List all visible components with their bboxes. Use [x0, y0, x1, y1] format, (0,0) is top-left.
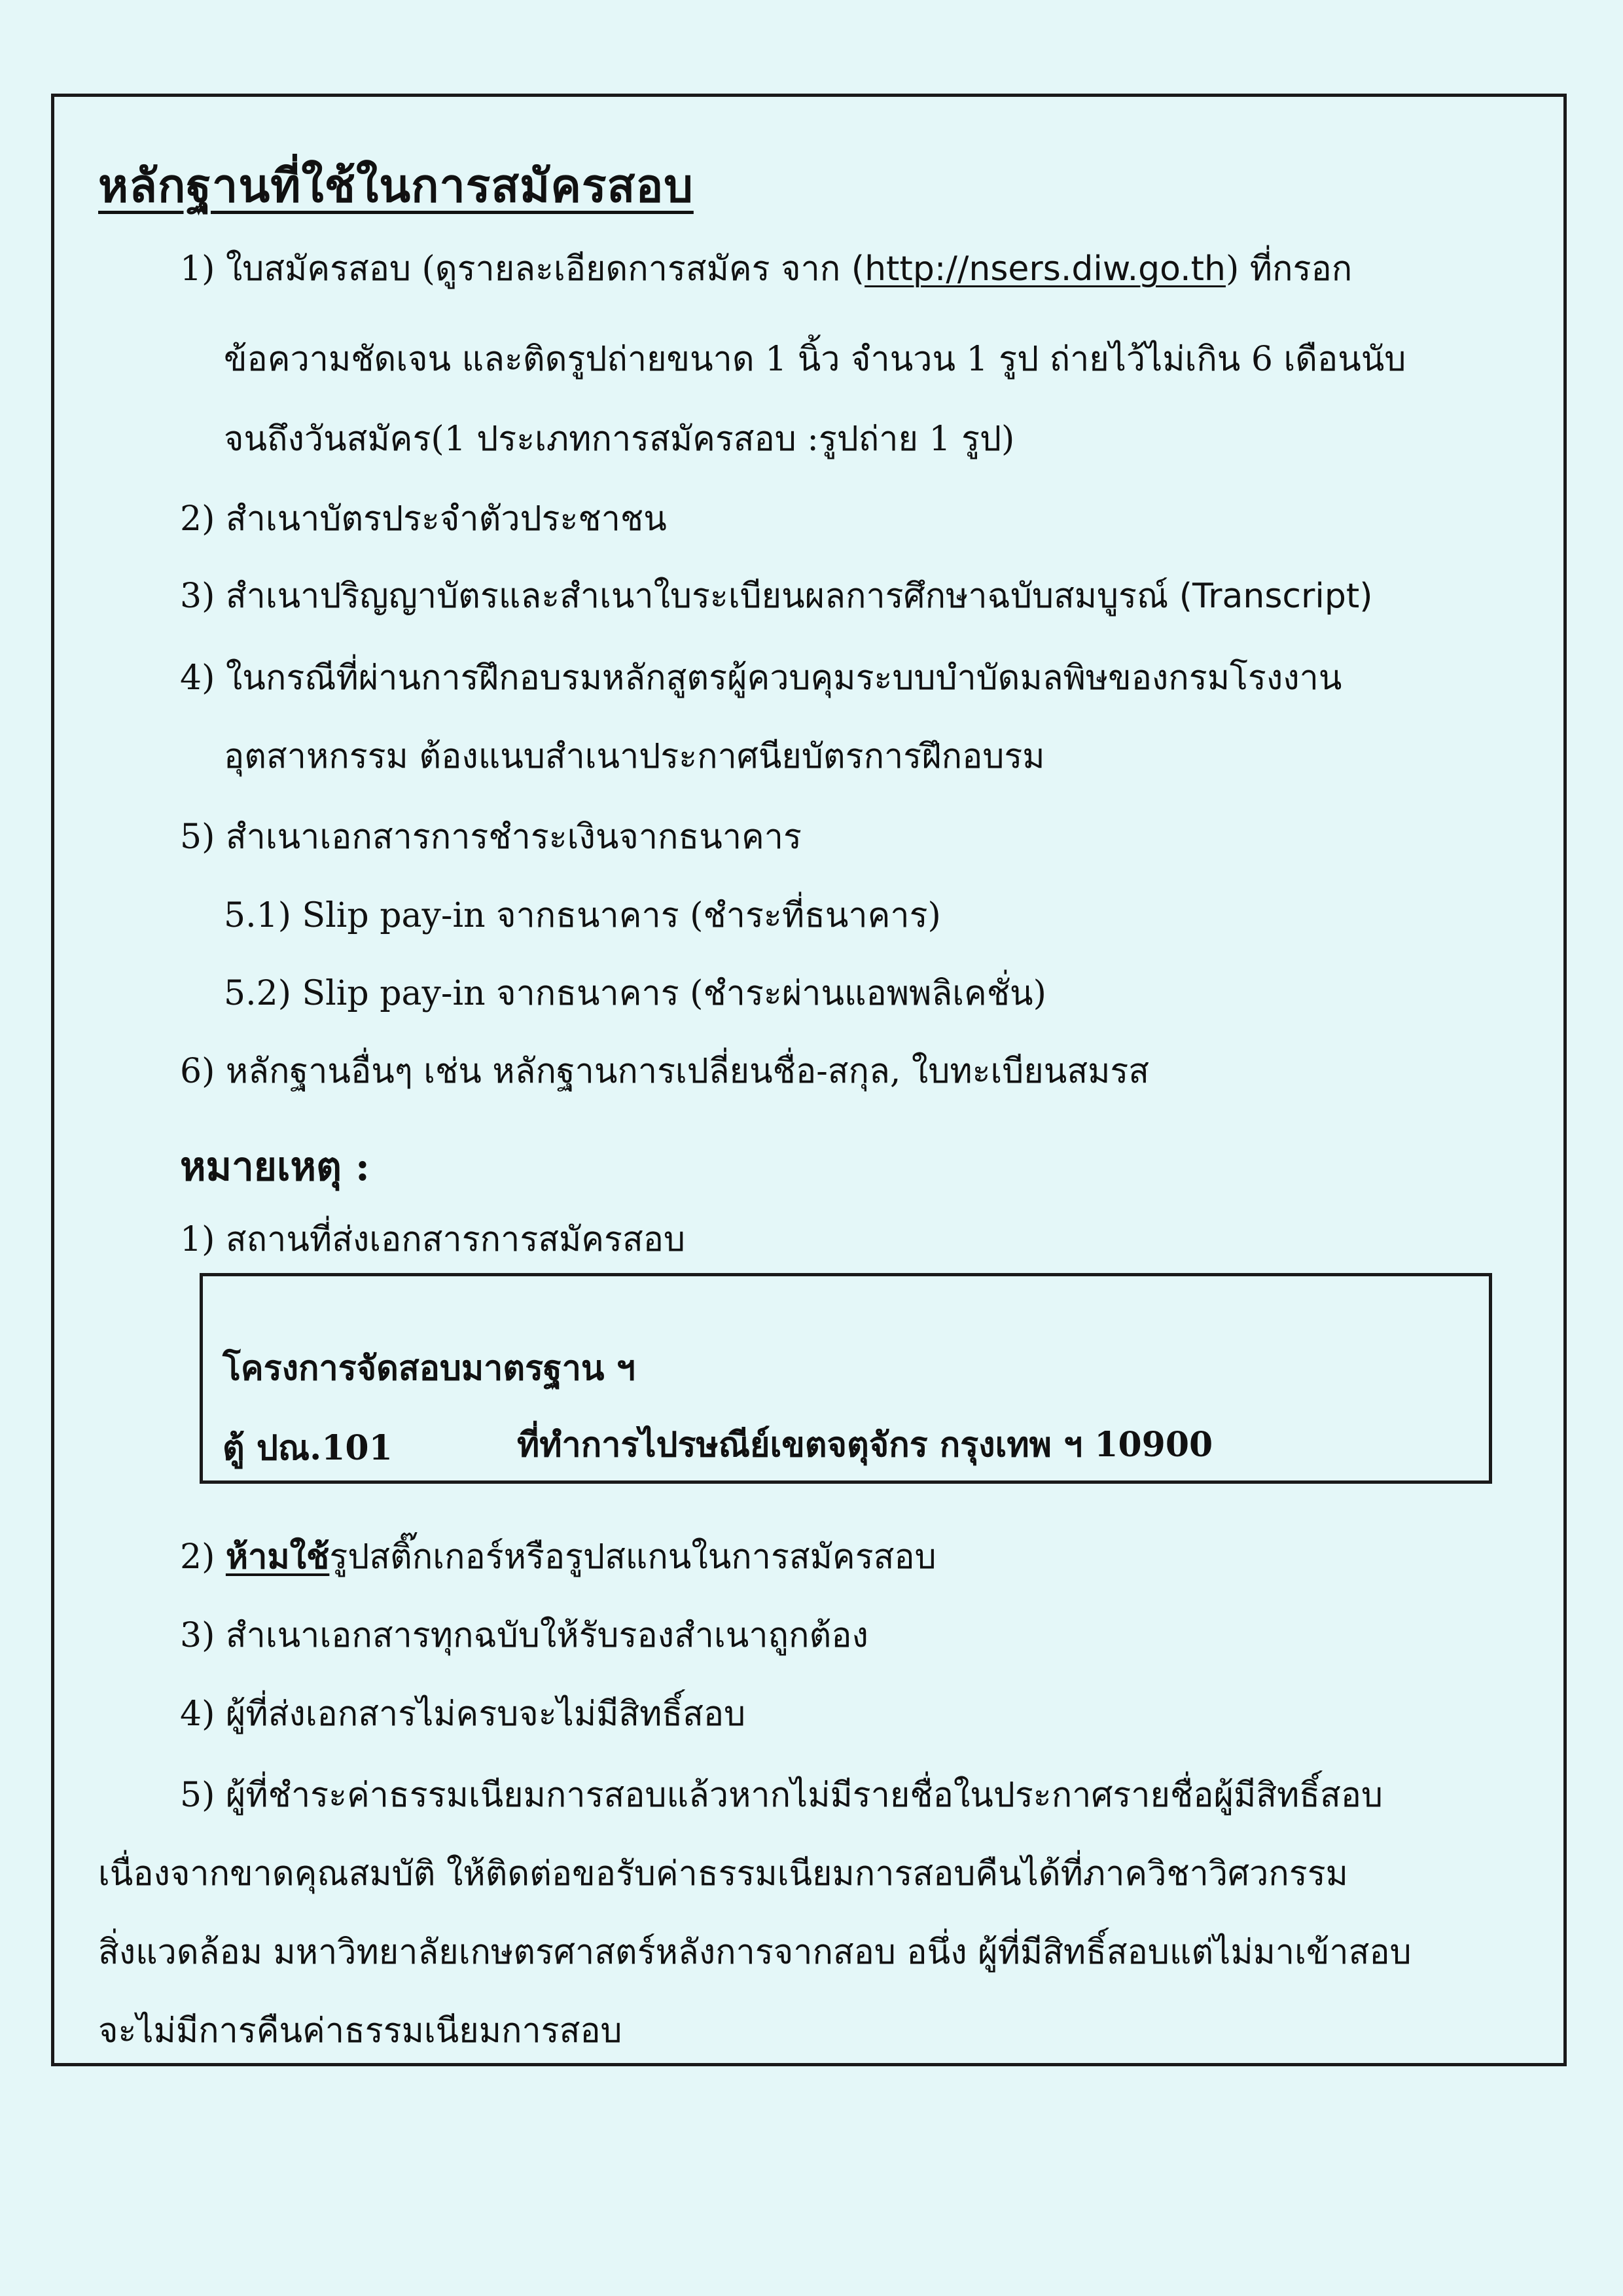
item-4-line-1: 4) ในกรณีที่ผ่านการฝึกอบรมหลักสูตรผู้ควบคุมระบบบำบัดมลพิษของกรมโรงงาน: [180, 658, 1342, 698]
note-2: [180, 1537, 936, 1577]
address-po-box: ตู้ ปณ.101: [223, 1428, 393, 1468]
note-2-text: รูปสติ๊กเกอร์หรือรูปสแกนในการสมัครสอบ: [329, 1537, 936, 1577]
item-3: [180, 576, 1373, 617]
note-2-emphasis: ห้ามใช้: [225, 1537, 330, 1577]
note-5-line-2: เนื่องจากขาดคุณสมบัติ ให้ติดต่อขอรับค่าธรรมเนียมการสอบคืนได้ที่ภาควิชาวิศวกรรม: [98, 1854, 1348, 1893]
note-3: 3) สำเนาเอกสารทุกฉบับให้รับรองสำเนาถูกต้อง: [180, 1616, 868, 1655]
registration-link[interactable]: http://nsers.diw.go.th: [865, 249, 1226, 289]
item-1-details: ดูรายละเอียดการสมัคร จาก (: [435, 249, 865, 289]
note-5-line-3: สิ่งแวดล้อม มหาวิทยาลัยเกษตรศาสตร์หลังการจากสอบ อนึ่ง ผู้ที่มีสิทธิ์สอบแต่ไม่มาเข้าสอบ: [98, 1933, 1412, 1972]
item-5-2: 5.2) Slip pay-in จากธนาคาร (ชำระผ่านแอพพลิเคชั่น): [224, 974, 1046, 1013]
item-1-number: 1): [180, 249, 215, 289]
note-5-line-4: จะไม่มีการคืนค่าธรรมเนียมการสอบ: [98, 2011, 622, 2051]
note-1: 1) สถานที่ส่งเอกสารการสมัครสอบ: [180, 1220, 685, 1259]
address-line-1: โครงการจัดสอบมาตรฐาน ฯ: [223, 1348, 635, 1388]
note-5-line-1: 5) ผู้ที่ชำระค่าธรรมเนียมการสอบแล้วหากไม่มีรายชื่อในประกาศรายชื่อผู้มีสิทธิ์สอบ: [180, 1776, 1383, 1815]
address-post-office: ที่ทำการไปรษณีย์เขตจตุจักร กรุงเทพ ฯ 10900: [517, 1425, 1213, 1465]
item-1-line-1: [180, 249, 1522, 289]
item-1-text-end: ) ที่กรอก: [1225, 249, 1353, 289]
item-3-text: 3) สำเนาปริญญาบัตรและสำเนาใบระเบียนผลการศึกษาฉบับสมบูรณ์: [180, 577, 1179, 616]
item-5: 5) สำเนาเอกสารการชำระเงินจากธนาคาร: [180, 817, 802, 857]
note-2-number: 2): [180, 1537, 226, 1577]
item-5-1: 5.1) Slip pay-in จากธนาคาร (ชำระที่ธนาคาร): [224, 896, 941, 935]
item-3-transcript: (Transcript): [1179, 577, 1373, 616]
item-1-text: ใบสมัครสอบ (: [225, 249, 435, 289]
item-6: 6) หลักฐานอื่นๆ เช่น หลักฐานการเปลี่ยนชื่อ-สกุล, ใบทะเบียนสมรส: [180, 1052, 1150, 1091]
item-4-line-2: อุตสาหกรรม ต้องแนบสำเนาประกาศนียบัตรการฝึกอบรม: [224, 737, 1045, 776]
page-title: หลักฐานที่ใช้ในการสมัครสอบ: [98, 158, 694, 213]
item-1-line-3: จนถึงวันสมัคร(1 ประเภทการสมัครสอบ :รูปถ่าย 1 รูป): [224, 420, 1015, 459]
item-1-line-2: ข้อความชัดเจน และติดรูปถ่ายขนาด 1 นิ้ว จำนวน 1 รูป ถ่ายไว้ไม่เกิน 6 เดือนนับ: [224, 340, 1406, 379]
notes-heading: หมายเหตุ :: [180, 1144, 370, 1190]
item-2: 2) สำเนาบัตรประจำตัวประชาชน: [180, 499, 667, 539]
note-4: 4) ผู้ที่ส่งเอกสารไม่ครบจะไม่มีสิทธิ์สอบ: [180, 1695, 746, 1734]
